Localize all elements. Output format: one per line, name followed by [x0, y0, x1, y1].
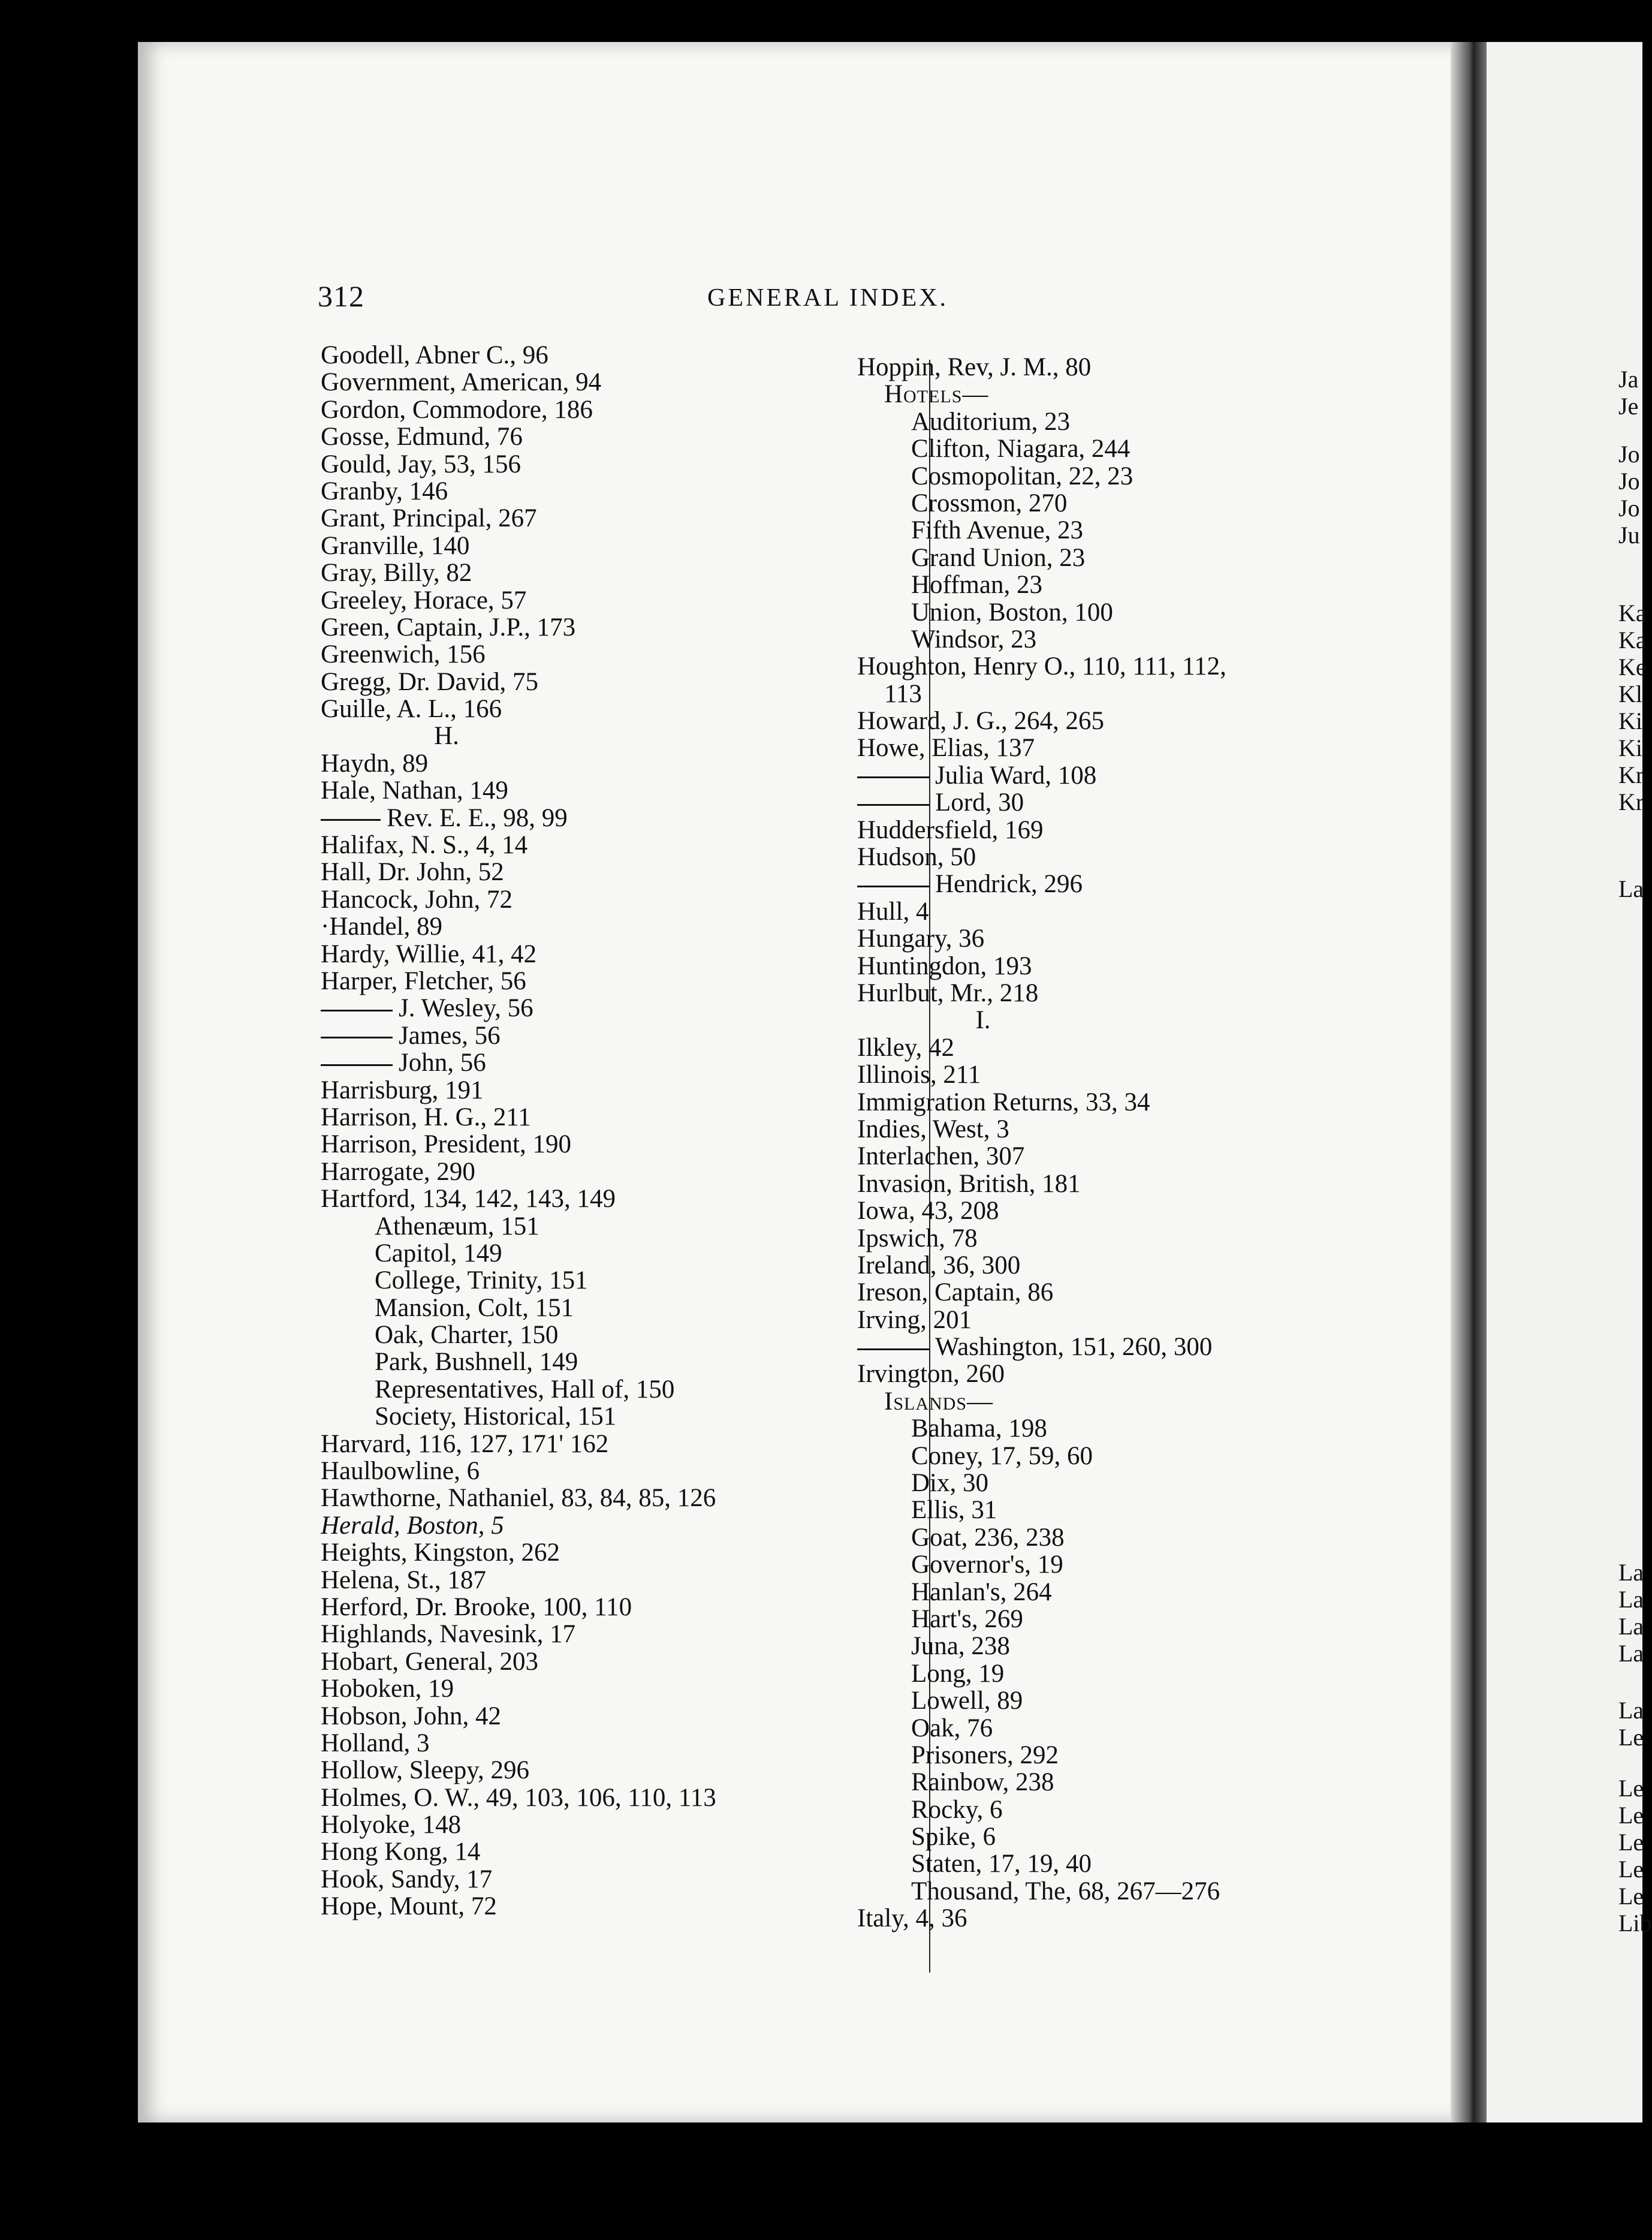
index-entry-text: I.: [975, 1006, 991, 1035]
index-entry: [857, 925, 1226, 952]
index-entry: [321, 587, 716, 614]
index-entry-text: J. Wesley, 56: [399, 994, 533, 1023]
adjacent-page-fragment-group: [1618, 441, 1640, 549]
adjacent-page-fragment: Jo: [1618, 441, 1640, 468]
index-entry: [321, 968, 716, 995]
adjacent-page-fragment: Le: [1618, 1883, 1644, 1910]
index-entry-text: Hendrick, 296: [935, 870, 1083, 899]
index-entry-text: Howe, Elias, 137: [857, 734, 1035, 763]
index-entry-text: Thousand, The, 68, 267—276: [911, 1877, 1220, 1905]
index-entry-text: Representatives, Hall of, 150: [375, 1375, 675, 1404]
index-entry: [321, 559, 716, 586]
index-entry: [321, 941, 716, 968]
index-entry-text: Islands—: [884, 1387, 994, 1416]
index-subentry: [857, 408, 1226, 435]
adjacent-page-fragment: Jo: [1618, 468, 1640, 495]
adjacent-page-fragment: La: [1618, 1586, 1644, 1613]
index-entry-text: Hancock, John, 72: [321, 885, 513, 914]
index-subentry: [321, 1376, 716, 1403]
index-entry-text: Hungary, 36: [857, 925, 985, 953]
index-entry: [321, 1485, 716, 1512]
index-entry: [857, 1089, 1226, 1116]
index-entry: [857, 980, 1226, 1007]
index-entry-text: Greeley, Horace, 57: [321, 586, 527, 615]
index-entry-text: Hotels—: [884, 380, 989, 409]
adjacent-page-fragment-group: [1618, 1559, 1644, 1667]
index-entry: [321, 1784, 716, 1811]
index-group-heading: [857, 381, 1226, 408]
adjacent-page-fragment: Ke: [1618, 654, 1647, 681]
index-entry: [857, 1034, 1226, 1061]
page-title: GENERAL INDEX.: [707, 284, 949, 312]
index-entry-text: Hall, Dr. John, 52: [321, 858, 504, 887]
index-entry: [857, 1197, 1226, 1224]
adjacent-page-fragment: Le: [1618, 1829, 1644, 1856]
page-number: 312: [318, 279, 364, 313]
index-ditto-entry: [321, 1022, 716, 1049]
index-ditto-entry: [857, 762, 1226, 789]
index-subentry: [857, 1524, 1226, 1551]
adjacent-page-fragment: Lib: [1618, 1910, 1652, 1937]
index-entry-text: Gray, Billy, 82: [321, 559, 472, 588]
index-entry-text: Huntingdon, 193: [857, 952, 1032, 980]
index-ditto-entry: [321, 995, 716, 1022]
ditto-dash: [857, 886, 929, 887]
index-entry-text: Haulbowline, 6: [321, 1457, 480, 1486]
adjacent-page-fragment: Le: [1618, 1802, 1644, 1829]
index-entry-text: Washington, 151, 260, 300: [935, 1333, 1213, 1362]
index-subentry: [857, 1715, 1226, 1742]
index-entry: [321, 1621, 716, 1648]
index-entry-text: Hull, 4: [857, 897, 929, 926]
index-entry-text: Auditorium, 23: [911, 407, 1071, 436]
index-entry-text: Governor's, 19: [911, 1550, 1063, 1579]
index-subentry: [857, 1687, 1226, 1714]
index-entry: [321, 750, 716, 777]
adjacent-page-fragment: La: [1618, 1697, 1644, 1724]
index-subentry: [857, 1443, 1226, 1470]
index-entry: [857, 844, 1226, 871]
index-entry-text: Howard, J. G., 264, 265: [857, 707, 1105, 736]
adjacent-page-fragment: Jo: [1618, 495, 1640, 522]
index-entry: [321, 532, 716, 559]
adjacent-page-fragment: Kr: [1618, 761, 1644, 788]
index-entry-text: Harrogate, 290: [321, 1157, 475, 1186]
index-ditto-entry: [857, 1333, 1226, 1360]
index-entry-text: Houghton, Henry O., 110, 111, 112,: [857, 652, 1226, 681]
index-entry-text: Hook, Sandy, 17: [321, 1865, 493, 1893]
index-entry-text: Society, Historical, 151: [375, 1402, 617, 1431]
index-entry-text: Prisoners, 292: [911, 1741, 1059, 1769]
index-entry: [857, 1905, 1226, 1932]
index-entry-text: Hollow, Sleepy, 296: [321, 1756, 529, 1785]
index-subentry: [321, 1240, 716, 1267]
index-entry: [321, 423, 716, 450]
index-entry: [321, 478, 716, 505]
index-entry: [321, 1458, 716, 1485]
index-entry-text: Hart's, 269: [911, 1604, 1023, 1633]
index-entry-text: Indies, West, 3: [857, 1115, 1009, 1143]
index-entry-text: Invasion, British, 181: [857, 1169, 1081, 1198]
index-entry-text: Fifth Avenue, 23: [911, 516, 1084, 545]
index-subentry: [321, 1321, 716, 1348]
index-entry-text: Helena, St., 187: [321, 1565, 486, 1594]
index-entry: [857, 653, 1226, 680]
index-entry: [321, 1567, 716, 1594]
index-entry: [321, 1158, 716, 1185]
index-entry: [321, 669, 716, 696]
index-entry: [321, 1757, 716, 1784]
adjacent-page-fragment: La: [1618, 875, 1644, 902]
index-entry-text: Cosmopolitan, 22, 23: [911, 462, 1134, 490]
index-entry-text: Lord, 30: [935, 788, 1024, 817]
index-entry-text: Hudson, 50: [857, 843, 976, 872]
index-entry-text: Holyoke, 148: [321, 1811, 462, 1839]
index-subentry: [857, 544, 1226, 571]
index-subentry: [857, 599, 1226, 626]
adjacent-page-fragment: Ki: [1618, 734, 1642, 761]
index-group-heading: [857, 1388, 1226, 1415]
index-entry-text: Hobson, John, 42: [321, 1702, 502, 1730]
index-entry-text: Union, Boston, 100: [911, 598, 1113, 627]
index-entry-text: Coney, 17, 59, 60: [911, 1441, 1093, 1470]
index-entry: [321, 886, 716, 913]
index-subentry: [857, 517, 1226, 544]
book-page: [138, 42, 1472, 2122]
index-subentry: [321, 1294, 716, 1321]
index-entry-text: Goodell, Abner C., 96: [321, 341, 548, 369]
index-entry-text: Hurlbut, Mr., 218: [857, 979, 1039, 1007]
index-subentry: [857, 571, 1226, 598]
adjacent-page-fragment: Le: [1618, 1724, 1644, 1751]
index-subentry: [857, 626, 1226, 653]
adjacent-page-fragment: Kl: [1618, 681, 1642, 707]
index-entry: [857, 1061, 1226, 1088]
index-entry-text: Government, American, 94: [321, 368, 602, 397]
index-entry-text: Athenæum, 151: [375, 1212, 539, 1241]
index-entry-text: Hoboken, 19: [321, 1675, 454, 1703]
index-entry-text: Herford, Dr. Brooke, 100, 110: [321, 1592, 632, 1621]
index-subentry: [321, 1403, 716, 1430]
index-entry-text: Heights, Kingston, 262: [321, 1539, 560, 1567]
index-subentry: [857, 1769, 1226, 1796]
index-entry: [857, 1225, 1226, 1252]
index-entry: [321, 641, 716, 668]
index-entry-text: Julia Ward, 108: [935, 761, 1097, 790]
index-entry-text: Gordon, Commodore, 186: [321, 395, 593, 424]
index-subentry: [857, 1796, 1226, 1823]
index-entry-text: Ipswich, 78: [857, 1224, 978, 1253]
adjacent-page-fragment: Ka: [1618, 627, 1647, 654]
ditto-dash: [857, 1348, 929, 1350]
index-entry: [321, 696, 716, 722]
index-subentry: [857, 1415, 1226, 1442]
index-entry-text: Hoffman, 23: [911, 571, 1042, 600]
index-entry-continuation: [857, 681, 1226, 707]
index-entry: [857, 707, 1226, 734]
index-entry: [321, 1077, 716, 1104]
index-entry-text: H.: [434, 722, 459, 751]
index-entry: [321, 396, 716, 423]
index-entry-text: Dix, 30: [911, 1469, 988, 1498]
adjacent-page-fragment-group: [1618, 600, 1647, 815]
index-entry-text: Oak, Charter, 150: [375, 1321, 559, 1350]
index-subentry: [857, 1878, 1226, 1905]
index-entry-text: Hong Kong, 14: [321, 1838, 481, 1866]
index-entry: [857, 953, 1226, 980]
index-entry: [321, 1730, 716, 1757]
adjacent-page-fragment-group: [1618, 1775, 1652, 1937]
index-entry-text: Haydn, 89: [321, 749, 429, 778]
index-entry-text: Granby, 146: [321, 477, 448, 505]
index-entry: [857, 1306, 1226, 1333]
index-entry-text: Rainbow, 238: [911, 1768, 1054, 1797]
index-subentry: [857, 1606, 1226, 1633]
index-entry: [857, 1252, 1226, 1279]
adjacent-page-fragment: Kr: [1618, 788, 1644, 815]
index-subentry: [857, 1579, 1226, 1606]
index-entry-text: Herald, Boston, 5: [321, 1511, 504, 1540]
index-entry: [857, 1170, 1226, 1197]
index-entry: [321, 451, 716, 478]
ditto-dash: [857, 804, 929, 806]
index-subentry: [857, 435, 1226, 462]
index-entry-text: Ellis, 31: [911, 1496, 997, 1525]
section-letter: [321, 722, 572, 749]
index-subentry: [857, 1497, 1226, 1524]
index-entry-text: Gregg, Dr. David, 75: [321, 667, 539, 696]
index-entry: [321, 1893, 716, 1920]
index-entry-text: Harper, Fletcher, 56: [321, 967, 526, 995]
index-subentry: [857, 1633, 1226, 1660]
index-entry: [321, 1539, 716, 1566]
index-entry-text: Illinois, 211: [857, 1061, 981, 1089]
index-entry-text: Interlachen, 307: [857, 1142, 1025, 1171]
index-entry-text: Harrisburg, 191: [321, 1076, 484, 1104]
index-entry: [857, 1116, 1226, 1143]
index-entry-text: Rev. E. E., 98, 99: [387, 803, 568, 832]
index-entry: [321, 1811, 716, 1838]
index-entry: [321, 1675, 716, 1702]
index-entry-text: Grand Union, 23: [911, 543, 1086, 572]
index-subentry: [857, 490, 1226, 517]
index-entry: [321, 1131, 716, 1158]
index-entry: [857, 1360, 1226, 1387]
ditto-dash: [321, 1010, 393, 1011]
adjacent-page-fragment: Ju: [1618, 522, 1640, 549]
index-entry-text: Mansion, Colt, 151: [375, 1293, 574, 1322]
index-entry-text: Staten, 17, 19, 40: [911, 1850, 1092, 1878]
index-entry: [321, 1512, 716, 1539]
index-entry-text: Green, Captain, J.P., 173: [321, 613, 576, 642]
index-entry-text: ·Handel, 89: [321, 913, 442, 941]
index-subentry: [857, 1660, 1226, 1687]
index-subentry: [857, 1470, 1226, 1497]
adjacent-page-fragment: Je: [1618, 393, 1639, 420]
index-entry: [857, 817, 1226, 844]
index-entry: [321, 1431, 716, 1458]
adjacent-page-fragment: Le: [1618, 1856, 1644, 1883]
index-entry: [321, 1703, 716, 1730]
index-entry-text: Highlands, Navesink, 17: [321, 1620, 576, 1649]
index-entry-text: Spike, 6: [911, 1823, 996, 1851]
adjacent-page-fragment: La: [1618, 1613, 1644, 1640]
adjacent-page-fragment-group: [1618, 875, 1644, 902]
index-entry: [857, 734, 1226, 761]
index-entry: [321, 859, 716, 886]
index-subentry: [321, 1348, 716, 1375]
index-entry-text: Park, Bushnell, 149: [375, 1348, 578, 1377]
index-entry-text: Irving, 201: [857, 1305, 972, 1334]
index-subentry: [857, 463, 1226, 490]
index-entry-text: Gosse, Edmund, 76: [321, 423, 523, 451]
index-entry-text: Hope, Mount, 72: [321, 1892, 497, 1921]
index-column-left: [321, 342, 716, 1920]
index-entry-text: Hoppin, Rev, J. M., 80: [857, 353, 1092, 381]
index-ditto-entry: [321, 1049, 716, 1076]
index-entry-text: Crossmon, 270: [911, 489, 1068, 517]
index-ditto-entry: [857, 871, 1226, 898]
index-entry-text: Oak, 76: [911, 1714, 993, 1742]
index-entry-text: Gould, Jay, 53, 156: [321, 450, 521, 478]
index-entry-text: Hanlan's, 264: [911, 1577, 1052, 1606]
index-entry: [321, 342, 716, 369]
index-entry-text: Rocky, 6: [911, 1795, 1003, 1824]
index-entry: [321, 1104, 716, 1131]
index-entry: [857, 354, 1226, 381]
index-entry-text: Long, 19: [911, 1659, 1005, 1688]
index-entry-text: Ireland, 36, 300: [857, 1251, 1021, 1279]
adjacent-page-fragment: La: [1618, 1559, 1644, 1586]
index-entry-text: Grant, Principal, 267: [321, 504, 537, 533]
index-entry: [857, 898, 1226, 925]
index-entry-text: Hawthorne, Nathaniel, 83, 84, 85, 126: [321, 1484, 716, 1513]
index-entry-text: Immigration Returns, 33, 34: [857, 1088, 1150, 1116]
adjacent-page-fragment: La: [1618, 1640, 1644, 1667]
ditto-dash: [857, 776, 929, 778]
adjacent-page-fragment: Ja: [1618, 366, 1639, 393]
index-entry: [321, 832, 716, 859]
index-entry: [321, 1866, 716, 1893]
index-entry-text: James, 56: [399, 1021, 501, 1050]
ditto-dash: [321, 1037, 393, 1038]
index-entry-text: Harrison, President, 190: [321, 1130, 571, 1159]
ditto-dash: [321, 1064, 393, 1066]
index-ditto-entry: [857, 789, 1226, 816]
adjacent-page-fragment-group: [1618, 1697, 1644, 1751]
index-subentry: [857, 1742, 1226, 1769]
index-entry: [321, 913, 716, 940]
index-entry-text: Holmes, O. W., 49, 103, 106, 110, 113: [321, 1783, 716, 1812]
index-entry: [321, 1648, 716, 1675]
index-entry-text: Harvard, 116, 127, 171' 162: [321, 1429, 609, 1458]
index-entry-text: Italy, 4, 36: [857, 1904, 967, 1933]
index-subentry: [321, 1213, 716, 1240]
index-subentry: [321, 1267, 716, 1294]
index-entry-text: John, 56: [399, 1049, 486, 1077]
index-subentry: [857, 1823, 1226, 1850]
index-subentry: [857, 1850, 1226, 1877]
index-entry-text: Bahama, 198: [911, 1414, 1047, 1443]
index-subentry: [857, 1551, 1226, 1578]
index-entry-text: Halifax, N. S., 4, 14: [321, 831, 528, 860]
index-entry-text: Holland, 3: [321, 1729, 430, 1757]
adjacent-page-fragment: Ka: [1618, 600, 1647, 627]
index-entry: [321, 1838, 716, 1865]
index-entry-text: Harrison, H. G., 211: [321, 1103, 531, 1131]
index-entry-text: Capitol, 149: [375, 1239, 502, 1267]
index-entry: [321, 614, 716, 641]
index-entry: [321, 505, 716, 532]
index-entry-text: Ilkley, 42: [857, 1033, 955, 1062]
index-entry-text: Hobart, General, 203: [321, 1647, 538, 1676]
index-entry-text: Hale, Nathan, 149: [321, 776, 508, 805]
index-entry-text: Hartford, 134, 142, 143, 149: [321, 1185, 616, 1214]
adjacent-page-fragment-group: [1618, 366, 1638, 420]
index-entry-text: Iowa, 43, 208: [857, 1197, 999, 1226]
index-entry-text: Juna, 238: [911, 1632, 1010, 1661]
running-head: [138, 279, 1472, 315]
index-entry: [857, 1143, 1226, 1170]
index-entry: [321, 1594, 716, 1621]
index-entry: [321, 1185, 716, 1212]
section-letter: [857, 1007, 1109, 1034]
index-entry-text: Clifton, Niagara, 244: [911, 435, 1131, 463]
index-entry-text: Ireson, Captain, 86: [857, 1278, 1054, 1307]
adjacent-page-fragment: Le: [1618, 1775, 1644, 1802]
index-entry-text: Granville, 140: [321, 531, 470, 560]
index-entry-text: Irvington, 260: [857, 1360, 1005, 1389]
index-entry: [321, 777, 716, 804]
index-entry: [321, 369, 716, 396]
index-entry-text: Windsor, 23: [911, 625, 1037, 654]
index-entry-text: Hardy, Willie, 41, 42: [321, 940, 537, 968]
index-entry-text: Greenwich, 156: [321, 640, 486, 669]
index-ditto-entry: [321, 805, 716, 832]
index-entry-text: Goat, 236, 238: [911, 1523, 1065, 1552]
index-entry: [857, 1279, 1226, 1306]
ditto-dash: [321, 819, 381, 821]
index-entry-text: Lowell, 89: [911, 1687, 1023, 1715]
index-entry-text: College, Trinity, 151: [375, 1266, 588, 1295]
index-column-right: [857, 354, 1226, 1932]
index-entry-text: 113: [884, 679, 922, 708]
index-entry-text: Guille, A. L., 166: [321, 695, 502, 724]
adjacent-page-fragment: Ki: [1618, 707, 1642, 734]
index-entry-text: Huddersfield, 169: [857, 815, 1044, 844]
